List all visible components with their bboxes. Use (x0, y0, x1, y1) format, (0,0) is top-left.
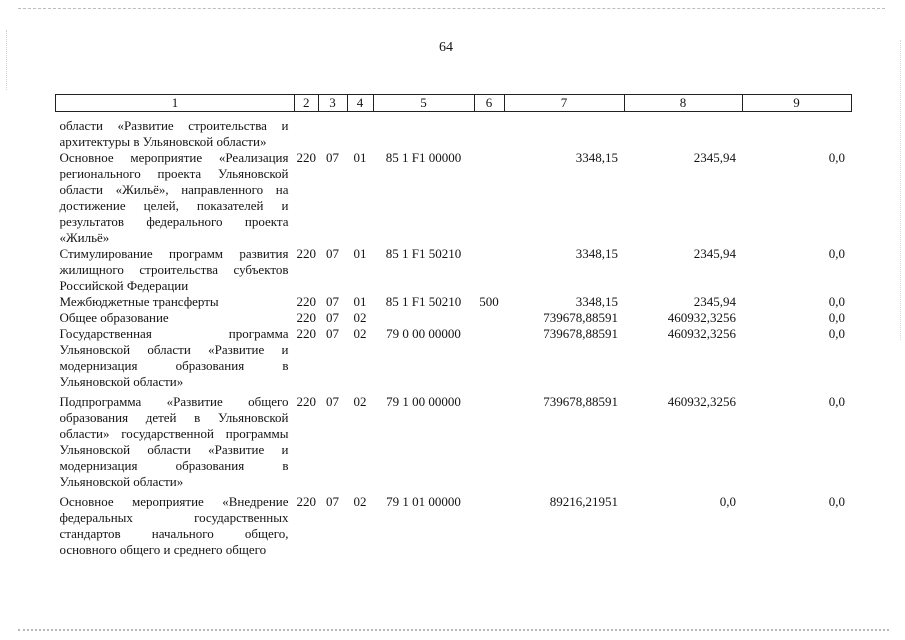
amount-cell-8: 460932,3256 (667, 394, 736, 409)
admin-code-cell: 220 (296, 494, 316, 509)
amount-cell-9: 0,0 (828, 246, 845, 261)
section-cell: 07 (326, 494, 339, 509)
amount-cell-9: 0,0 (828, 294, 845, 309)
scan-edge-right (900, 40, 901, 340)
subsection-cell: 02 (353, 326, 367, 341)
subsection-cell: 01 (353, 150, 367, 165)
expense-type-cell (474, 326, 504, 390)
target-article-cell: 79 1 01 00000 (386, 494, 461, 509)
budget-table (55, 94, 852, 558)
expense-type-cell (474, 112, 504, 151)
expense-type-cell (474, 390, 504, 490)
scan-edge-left (6, 30, 7, 90)
row-name-cell: Государственная программа Ульяновской области «Развитие и модернизация образования в Ульяновской области» (59, 326, 289, 389)
amount-cell-7: 3348,15 (575, 246, 618, 261)
table-row (56, 112, 852, 151)
amount-cell-8: 0,0 (719, 494, 736, 509)
row-name-cell: области «Развитие строительства и архитектуры в Ульяновской области» (59, 118, 289, 149)
section-cell (318, 112, 347, 151)
target-article-cell (373, 112, 474, 151)
column-header: 2 (295, 95, 319, 112)
expense-type-cell (474, 310, 504, 326)
amount-cell-7 (504, 112, 624, 151)
amount-cell-8 (624, 112, 742, 151)
table-row (56, 310, 852, 326)
section-cell: 07 (326, 326, 339, 341)
amount-cell-7: 3348,15 (575, 294, 618, 309)
expense-type-cell (474, 150, 504, 246)
table-row (56, 246, 852, 294)
page-number: 64 (439, 40, 453, 55)
amount-cell-7: 739678,88591 (543, 394, 618, 409)
row-name-cell: Стимулирование программ развития жилищного строительства субъектов Российской Федерации (59, 246, 289, 293)
amount-cell-7: 739678,88591 (543, 310, 618, 325)
expense-type-cell (474, 490, 504, 558)
scan-edge-bottom (18, 629, 889, 631)
section-cell: 07 (326, 394, 339, 409)
amount-cell-7: 89216,21951 (549, 494, 618, 509)
table-row (56, 326, 852, 390)
subsection-cell: 02 (353, 310, 367, 325)
table-row (56, 150, 852, 246)
target-article-cell (373, 310, 474, 326)
amount-cell-8: 2345,94 (693, 150, 736, 165)
row-name-cell: Общее образование (59, 310, 169, 325)
amount-cell-9: 0,0 (828, 494, 845, 509)
admin-code-cell: 220 (296, 310, 316, 325)
admin-code-cell: 220 (296, 150, 316, 165)
amount-cell-8: 2345,94 (693, 246, 736, 261)
expense-type-cell: 500 (479, 294, 499, 309)
admin-code-cell: 220 (296, 326, 316, 341)
amount-cell-9 (742, 112, 851, 151)
amount-cell-8: 460932,3256 (667, 310, 736, 325)
amount-cell-9: 0,0 (828, 310, 845, 325)
column-number-row (56, 95, 852, 112)
target-article-cell: 85 1 F1 00000 (385, 150, 462, 165)
amount-cell-9: 0,0 (828, 150, 845, 165)
subsection-cell: 02 (353, 494, 367, 509)
column-header: 6 (474, 95, 504, 112)
table-row (56, 490, 852, 558)
subsection-cell: 02 (353, 394, 367, 409)
admin-code-cell (295, 112, 319, 151)
expense-type-cell (474, 246, 504, 294)
admin-code-cell: 220 (296, 294, 316, 309)
amount-cell-8: 2345,94 (693, 294, 736, 309)
column-header: 5 (373, 95, 474, 112)
amount-cell-7: 739678,88591 (543, 326, 618, 341)
scan-edge-top (18, 8, 885, 9)
target-article-cell: 79 1 00 00000 (386, 394, 461, 409)
table-row (56, 294, 852, 310)
target-article-cell: 85 1 F1 50210 (385, 294, 462, 309)
row-name-cell: Подпрограмма «Развитие общего образования детей в Ульяновской области» государственной программы Ульяновской области «Развитие и модернизация образования в Ульяновской области» (59, 394, 289, 489)
admin-code-cell: 220 (296, 246, 316, 261)
section-cell: 07 (326, 310, 339, 325)
target-article-cell: 79 0 00 00000 (386, 326, 461, 341)
amount-cell-8: 460932,3256 (667, 326, 736, 341)
amount-cell-7: 3348,15 (575, 150, 618, 165)
amount-cell-9: 0,0 (828, 394, 845, 409)
section-cell: 07 (326, 150, 339, 165)
column-header: 9 (742, 95, 851, 112)
column-header: 4 (347, 95, 373, 112)
column-header: 7 (504, 95, 624, 112)
row-name-cell: Основное мероприятие «Реализация регионального проекта Ульяновской области «Жильё», направленного на достижение целей, показателей и результатов федерального проекта «Жильё» (59, 150, 289, 245)
amount-cell-9: 0,0 (828, 326, 845, 341)
target-article-cell: 85 1 F1 50210 (385, 246, 462, 261)
column-header: 1 (56, 95, 295, 112)
admin-code-cell: 220 (296, 394, 316, 409)
table-row (56, 390, 852, 490)
subsection-cell: 01 (353, 294, 367, 309)
subsection-cell (347, 112, 373, 151)
subsection-cell: 01 (353, 246, 367, 261)
section-cell: 07 (326, 294, 339, 309)
row-name-cell: Основное мероприятие «Внедрение федеральных государственных стандартов начального общего, основного общего и среднего общего (59, 494, 289, 557)
section-cell: 07 (326, 246, 339, 261)
row-name-cell: Межбюджетные трансферты (59, 294, 219, 309)
column-header: 8 (624, 95, 742, 112)
column-header: 3 (318, 95, 347, 112)
